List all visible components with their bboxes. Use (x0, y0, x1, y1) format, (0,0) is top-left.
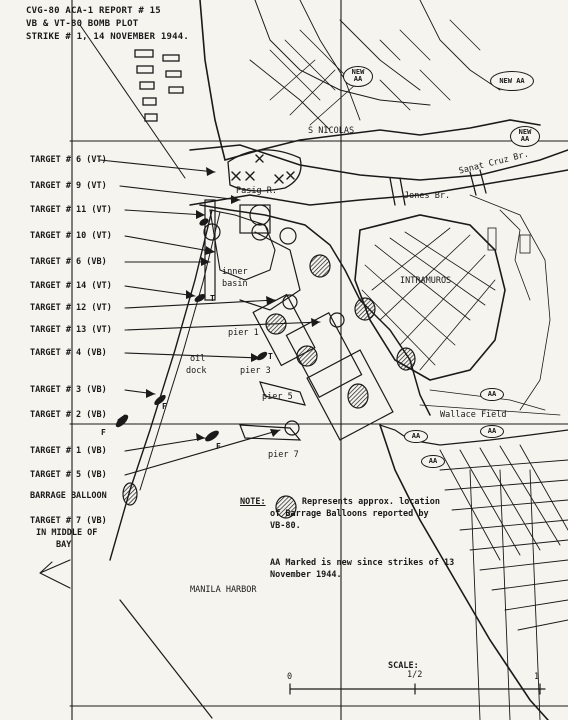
scale-half: 1/2 (407, 670, 423, 680)
aa-position-badge: NEW AA (490, 71, 534, 91)
north-piers (135, 50, 183, 121)
place-pier-3: pier 3 (240, 366, 271, 376)
place-pier-7: pier 7 (268, 450, 299, 460)
note-prefix: NOTE: (240, 497, 266, 507)
target-label: TARGET # 3 (VB) (30, 385, 107, 395)
aa-position-badge: AA (404, 430, 428, 443)
target-7-label: TARGET # 7 (VB) (30, 516, 107, 526)
place-manila-harbor: MANILA HARBOR (190, 585, 257, 595)
place-intramuros: INTRAMUROS (400, 276, 452, 286)
intramuros-wall (355, 215, 505, 380)
aa-position-badge: NEW AA (343, 66, 373, 87)
hit-mark: T (210, 294, 215, 303)
note-line: VB-80. (270, 521, 301, 531)
hit-mark: F (162, 402, 167, 411)
legend-note (240, 497, 440, 508)
road-north (250, 0, 500, 130)
target-label: TARGET # 6 (VB) (30, 257, 107, 267)
note-line: AA Marked is new since strikes of 13 (270, 558, 455, 568)
barrage-balloons (123, 255, 415, 518)
aa-position-badge: AA (421, 455, 445, 468)
target-label: TARGET # 13 (VT) (30, 325, 112, 335)
pasig-target-circle (228, 150, 301, 191)
target-label: TARGET # 6 (VT) (30, 155, 107, 165)
place-san-nicolas: S NICOLAS (308, 126, 355, 136)
scale-one: 1 (534, 672, 540, 682)
scale-title: SCALE: (388, 661, 419, 671)
note-line: Represents approx. location (301, 497, 441, 507)
place-jones-bridge: Jones Br. (404, 191, 451, 201)
aa-position-badge: AA (480, 425, 504, 438)
report-subtitle: VB & VT-80 BOMB PLOT (26, 19, 139, 29)
target-7-note: BAY (56, 540, 72, 550)
south-coastline (380, 425, 548, 720)
east-city (420, 195, 560, 415)
intramuros-streets (362, 228, 495, 370)
note-line: of Barrage Balloons reported by (270, 509, 429, 519)
scale-zero: 0 (287, 672, 293, 682)
place-santa-cruz-bridge: Sanat Cruz Br. (457, 149, 530, 177)
place-inner-basin: basin (222, 279, 248, 289)
arrowheads (146, 167, 320, 441)
place-inner-basin: inner (222, 267, 248, 277)
scale-bar (290, 684, 545, 694)
west-arrow (40, 560, 70, 588)
target-label: TARGET # 5 (VB) (30, 470, 107, 480)
target-label: TARGET # 9 (VT) (30, 181, 107, 191)
barrage-balloon-label: BARRAGE BALLOON (30, 491, 107, 501)
report-title: CVG-80 ACA-1 REPORT # 15 (26, 6, 161, 16)
place-pasig-river: Pasig R. (236, 186, 277, 196)
target-label: TARGET # 1 (VB) (30, 446, 107, 456)
target-label: TARGET # 4 (VB) (30, 348, 107, 358)
strike-date: STRIKE # 1, 14 NOVEMBER 1944. (26, 32, 189, 42)
target-label: TARGET # 10 (VT) (30, 231, 112, 241)
port-outline (200, 205, 430, 415)
place-pier-1: pier 1 (228, 328, 259, 338)
north-city-blocks (270, 20, 480, 125)
target-label: TARGET # 11 (VT) (30, 205, 112, 215)
harbor-line (120, 600, 212, 718)
hit-mark: F (216, 442, 221, 451)
south-city-grid (440, 445, 568, 720)
place-oil-dock: oil (190, 354, 206, 364)
jones-bridge (390, 178, 405, 205)
target-label: TARGET # 2 (VB) (30, 410, 107, 420)
hit-mark: T (268, 352, 273, 361)
note-line: November 1944. (270, 570, 342, 580)
hit-mark: F (101, 428, 106, 437)
place-oil-dock: dock (186, 366, 207, 376)
target-7-note: IN MIDDLE OF (36, 528, 98, 538)
coast-top (255, 0, 430, 105)
aa-position-badge: NEW AA (510, 126, 540, 147)
place-wallace-field: Wallace Field (440, 410, 507, 420)
target-label: TARGET # 12 (VT) (30, 303, 112, 313)
aa-position-badge: AA (480, 388, 504, 401)
place-pier-5: pier 5 (262, 392, 293, 402)
target-label: TARGET # 14 (VT) (30, 281, 112, 291)
